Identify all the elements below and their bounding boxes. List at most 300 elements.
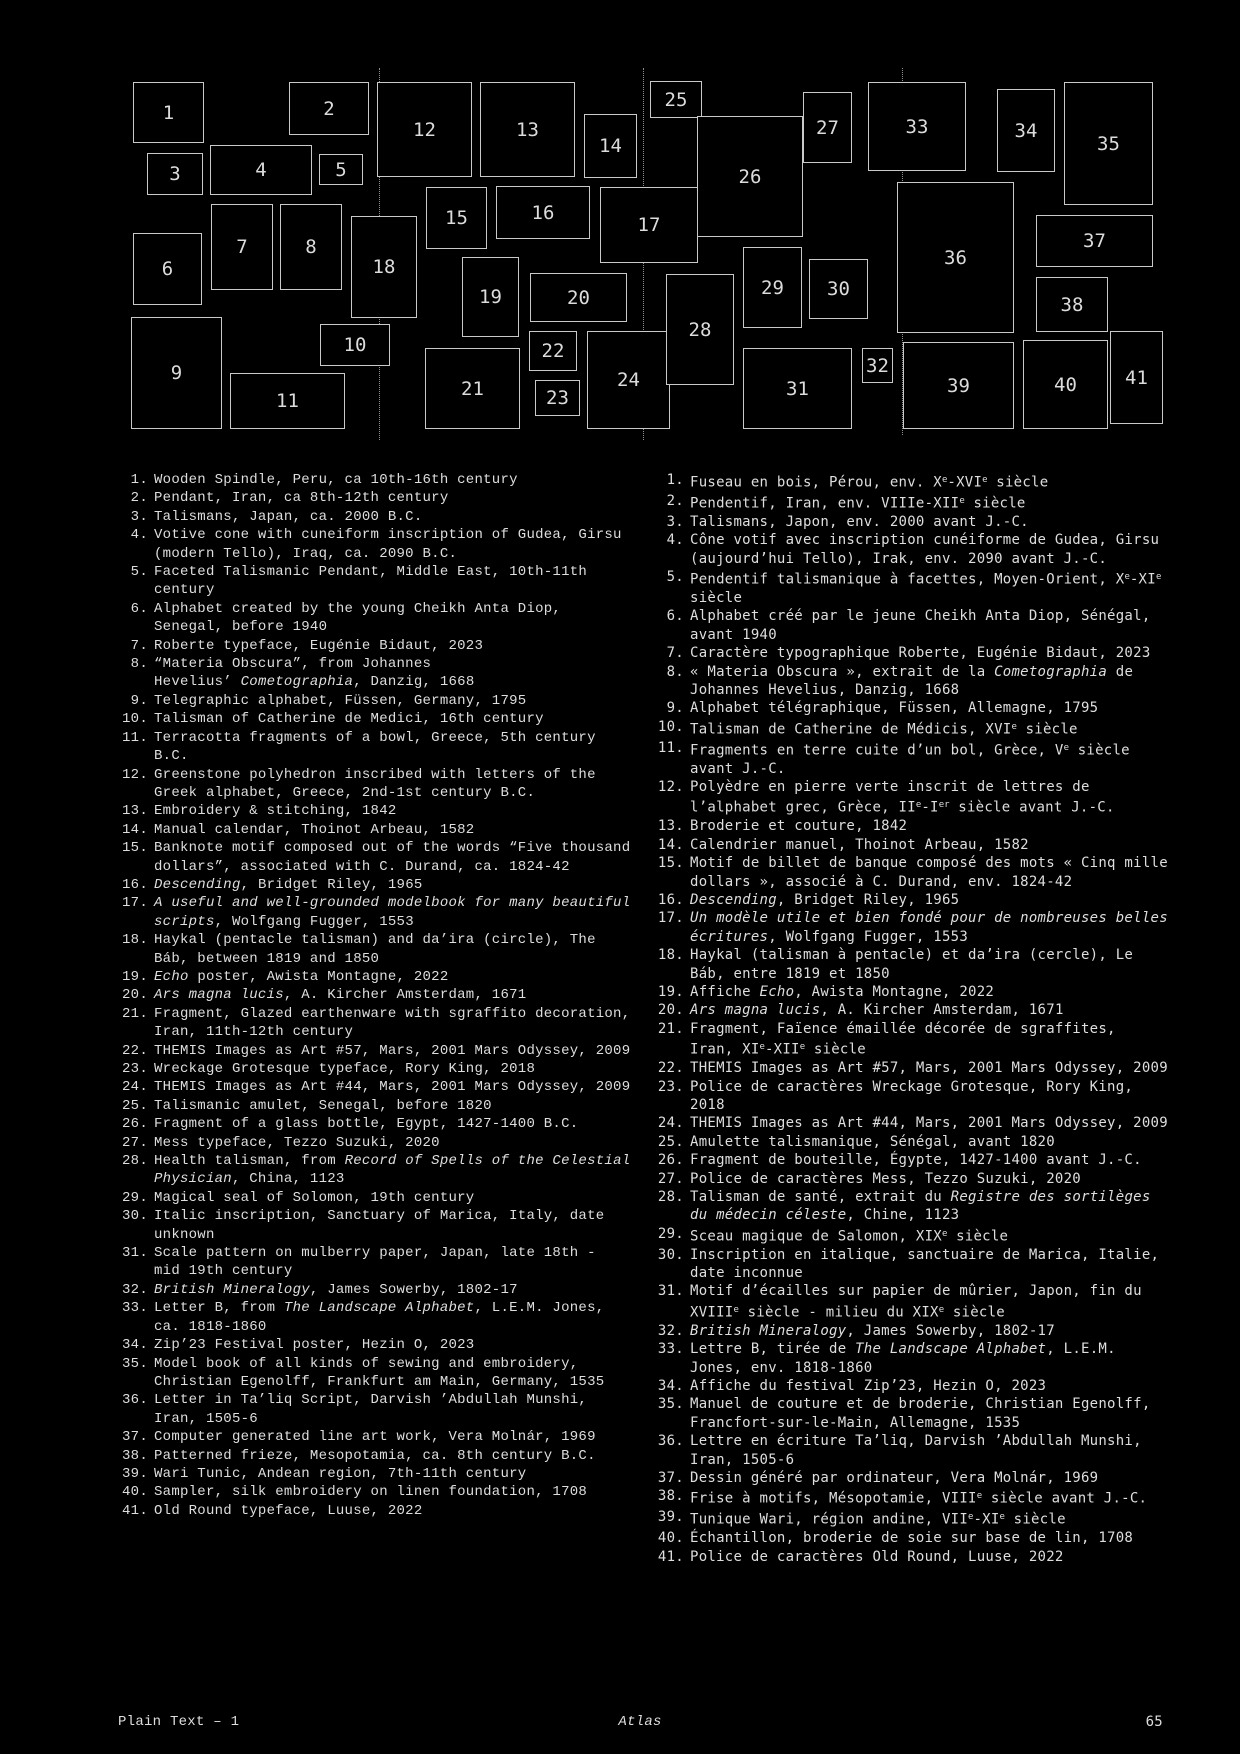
caption-text: Ars magna lucis, A. Kircher Amsterdam, 1671 [690,1002,1064,1019]
caption-number: 32. [657,1322,684,1339]
figure-number: 6 [161,258,174,280]
caption-text: Talisman de Catherine de Médicis, XVIe siècle [690,721,1078,738]
figure-box [1036,215,1153,267]
caption-text: Alphabet created by the young Cheikh Anta Diop, Senegal, before 1940 [154,600,562,636]
figure-number: 23 [546,387,569,409]
caption-number: 15. [122,840,148,857]
caption-number: 35. [122,1355,148,1372]
caption-item [652,836,1168,854]
figure-number: 12 [413,118,436,141]
caption-number: 19. [122,968,148,985]
caption-number: 38. [122,1447,148,1464]
caption-text: Échantillon, broderie de soie sur base de lin, 1708 [690,1530,1134,1547]
caption-item [652,644,1168,662]
caption-number: 1. [666,472,684,488]
caption-number: 29. [657,1225,684,1242]
figure-number: 1 [162,101,175,124]
figure-box [496,186,590,239]
caption-item [116,1097,630,1115]
caption-text: Pendentif, Iran, env. VIIIe-XIIe siècle [690,495,1026,512]
caption-item [652,492,1168,513]
caption-item [116,766,630,803]
caption-item [652,568,1168,607]
caption-text: Haykal (talisman à pentacle) et da’ira (cercle), Le Báb, entre 1819 et 1850 [690,947,1134,982]
figure-number: 18 [372,256,396,278]
figure-number: 36 [944,246,967,269]
caption-item [116,968,630,986]
figure-box [133,233,202,305]
figure-box [743,247,802,328]
figure-number: 28 [688,318,712,341]
caption-list-fr [652,471,1168,1566]
caption-number: 23. [122,1061,148,1077]
caption-number: 26. [657,1152,684,1169]
figure-box [1110,331,1163,424]
caption-text: Lettre B, tirée de The Landscape Alphabet, L.E.M. Jones, env. 1818-1860 [690,1341,1116,1376]
caption-text: Wooden Spindle, Peru, ca 10th-16th century [154,472,518,488]
caption-number: 31. [657,1283,684,1300]
caption-text: Fragment, Faïence émaillée décorée de sgraffites, Iran, XIe-XIIe siècle [690,1020,1116,1058]
figure-number: 15 [445,207,468,229]
caption-number: 25. [657,1133,684,1150]
caption-item [116,563,630,600]
caption-number: 4. [130,527,148,544]
caption-number: 26. [122,1116,148,1133]
caption-item [652,513,1168,531]
caption-text: Fragment de bouteille, Égypte, 1427-1400 avant J.-C. [690,1152,1142,1169]
figure-number: 3 [169,163,181,185]
figure-number: 38 [1060,293,1084,316]
caption-number: 29. [122,1189,148,1206]
figure-number: 13 [516,118,539,141]
figure-number: 33 [905,115,929,138]
figure-box [743,348,852,429]
caption-text: Talisman of Catherine de Medici, 16th century [154,711,544,728]
caption-text: Manual calendar, Thoinot Arbeau, 1582 [154,821,475,838]
caption-item [652,1340,1168,1377]
caption-text: Patterned frieze, Mesopotamia, ca. 8th century B.C. [154,1447,596,1464]
caption-item [652,1020,1168,1059]
caption-text: Wreckage Grotesque typeface, Rory King, 2018 [154,1061,536,1077]
caption-text: Tunique Wari, région andine, VIIe-XIe siècle [690,1511,1066,1528]
caption-item [652,1059,1168,1077]
caption-text: Pendant, Iran, ca 8th-12th century [154,490,449,507]
figure-box [426,187,487,249]
figure-box [480,82,575,177]
caption-number: 20. [657,1002,684,1019]
caption-text: Police de caractères Mess, Tezzo Suzuki, 2020 [690,1170,1081,1187]
caption-text: Zip’23 Festival poster, Hezin O, 2023 [154,1337,475,1354]
caption-number: 9. [666,700,684,717]
caption-item [116,894,630,931]
caption-text: British Mineralogy, James Sowerby, 1802-17 [690,1322,1055,1339]
caption-number: 6. [666,608,684,625]
caption-item [116,1428,630,1446]
caption-number: 35. [657,1396,684,1413]
caption-text: THEMIS Images as Art #44, Mars, 2001 Mars Odyssey, 2009 [154,1079,631,1096]
caption-text: Inscription en italique, sanctuaire de Marica, Italie, date inconnue [690,1246,1160,1282]
caption-number: 36. [657,1433,684,1450]
caption-item [116,1134,630,1152]
caption-text: Votive cone with cuneiform inscription of Gudea, Girsu (modern Tello), Iraq, ca. 2090 B.C. [154,527,622,562]
caption-text: Un modèle utile et bien fondé pour de nombreuses belles écritures, Wolfgang Fugger, 1553 [690,910,1168,945]
caption-text: Ars magna lucis, A. Kircher Amsterdam, 1671 [154,987,527,1004]
caption-item [116,1189,630,1207]
caption-text: Alphabet télégraphique, Füssen, Allemagne, 1795 [690,700,1099,717]
caption-number: 17. [657,910,684,927]
figure-number: 30 [827,278,850,300]
caption-text: « Materia Obscura », extrait de la Cometographia de Johannes Hevelius, Danzig, 1668 [690,663,1134,698]
caption-item [116,489,630,507]
caption-text: Italic inscription, Sanctuary of Marica, Italy, date unknown [154,1208,605,1243]
caption-item [652,983,1168,1001]
footer-page-number: 65 [1145,1714,1163,1730]
caption-item [652,854,1168,891]
caption-item [116,1281,630,1299]
caption-item [652,1322,1168,1340]
figure-number: 29 [761,276,784,299]
figure-box [697,116,803,237]
caption-item [116,1447,630,1465]
caption-number: 38. [657,1488,684,1505]
caption-text: Talismans, Japon, env. 2000 avant J.-C. [690,513,1029,530]
caption-item [116,986,630,1004]
footer-chapter-title: Atlas [618,1714,662,1730]
caption-text: Broderie et couture, 1842 [690,818,908,835]
figure-box [210,145,312,195]
caption-item [652,1133,1168,1151]
figure-box [587,331,670,429]
caption-number: 13. [657,818,684,835]
caption-item [652,1377,1168,1395]
caption-number: 33. [657,1341,684,1358]
caption-text: Descending, Bridget Riley, 1965 [154,876,423,893]
caption-text: Terracotta fragments of a bowl, Greece, 5th century B.C. [154,729,596,765]
caption-text: Fragment, Glazed earthenware with sgraffito decoration, Iran, 11th-12th century [154,1005,631,1041]
figure-number: 14 [599,135,622,157]
caption-text: Police de caractères Old Round, Luuse, 2022 [690,1548,1064,1565]
caption-item [116,1115,630,1133]
caption-text: Model book of all kinds of sewing and embroidery, Christian Egenolff, Frankfurt am Main, Germany, 1535 [154,1355,605,1390]
figure-number: 41 [1125,366,1148,389]
figure-number: 32 [866,354,889,377]
caption-item [116,1299,630,1336]
caption-item [116,1078,630,1096]
figure-box [529,331,577,371]
figure-box [903,342,1014,429]
figure-box [535,380,580,416]
caption-number: 33. [122,1300,148,1317]
caption-number: 2. [130,490,148,507]
caption-item [116,600,630,637]
caption-item [652,946,1168,983]
caption-item [116,526,630,563]
figure-number: 8 [305,236,317,258]
caption-text: Fuseau en bois, Pérou, env. Xe-XVIe siècle [690,474,1049,491]
figure-box [530,273,627,322]
figure-number: 40 [1054,373,1077,396]
caption-text: Cône votif avec inscription cunéiforme de Gudea, Girsu (aujourd’hui Tello), Irak, env. 2090 avant J.-C. [690,532,1160,567]
caption-text: Lettre en écriture Ta’liq, Darvish ’Abdullah Munshi, Iran, 1505-6 [690,1433,1142,1468]
caption-number: 23. [657,1078,684,1095]
caption-text: Wari Tunic, Andean region, 7th-11th century [154,1465,527,1482]
figure-number: 17 [637,214,661,236]
caption-item [116,729,630,766]
caption-item [116,508,630,526]
caption-text: THEMIS Images as Art #44, Mars, 2001 Mars Odyssey, 2009 [690,1115,1168,1132]
caption-number: 27. [122,1134,148,1151]
figure-box [1036,277,1108,332]
caption-number: 32. [122,1281,148,1298]
figure-box [862,348,893,383]
caption-number: 11. [657,739,684,756]
figure-number: 26 [738,165,762,188]
caption-text: Letter B, from The Landscape Alphabet, L.E.M. Jones, ca. 1818-1860 [154,1300,605,1335]
figure-box [230,373,345,429]
caption-number: 9. [130,692,148,709]
caption-number: 24. [122,1079,148,1096]
caption-item [652,739,1168,778]
figure-number: 24 [617,369,640,391]
caption-number: 39. [122,1465,148,1482]
caption-text: Talismans, Japan, ca. 2000 B.C. [154,508,423,525]
caption-number: 25. [122,1097,148,1114]
caption-number: 4. [666,532,684,549]
caption-text: Affiche Echo, Awista Montagne, 2022 [690,983,995,1000]
caption-number: 10. [122,711,148,728]
caption-number: 12. [122,766,148,783]
caption-text: Old Round typeface, Luuse, 2022 [154,1502,423,1519]
caption-list-en [116,471,630,1520]
figure-box [351,216,417,318]
figure-number: 22 [541,340,565,362]
caption-number: 3. [666,513,684,530]
caption-item [652,1508,1168,1529]
caption-item [116,821,630,839]
caption-number: 30. [657,1246,684,1263]
figure-box [650,81,702,118]
caption-item [116,1244,630,1281]
caption-number: 41. [122,1502,148,1519]
caption-item [116,710,630,728]
caption-item [116,1465,630,1483]
caption-item [652,1282,1168,1321]
caption-text: Caractère typographique Roberte, Eugénie Bidaut, 2023 [690,645,1151,662]
caption-text: A useful and well-grounded modelbook for many beautiful scripts, Wolfgang Fugger, 1553 [154,895,631,930]
caption-item [116,1355,630,1392]
caption-item [652,1078,1168,1115]
caption-item [652,909,1168,946]
caption-text: Sampler, silk embroidery on linen foundation, 1708 [154,1484,588,1501]
caption-item [116,802,630,820]
caption-number: 5. [666,569,684,586]
caption-text: Motif de billet de banque composé des mots « Cinq mille dollars », associé à C. Durand, env. 1824-42 [690,855,1168,890]
caption-number: 40. [122,1484,148,1501]
caption-number: 14. [122,821,148,838]
caption-number: 28. [657,1188,684,1205]
caption-number: 7. [666,645,684,662]
caption-number: 27. [657,1170,684,1187]
figure-number: 10 [343,334,367,356]
figure-box [809,259,868,319]
caption-number: 37. [122,1429,148,1446]
caption-item [652,817,1168,835]
caption-text: Magical seal of Solomon, 19th century [154,1189,475,1206]
figure-box [280,204,342,290]
figure-number: 35 [1097,132,1120,155]
caption-number: 36. [122,1392,148,1409]
caption-item [652,1487,1168,1508]
caption-item [652,663,1168,700]
figure-box [319,154,363,185]
caption-text: THEMIS Images as Art #57, Mars, 2001 Mars Odyssey, 2009 [154,1042,631,1059]
caption-number: 41. [657,1548,684,1565]
figure-box [1064,82,1153,205]
caption-number: 34. [657,1378,684,1394]
figure-box [147,153,203,195]
figure-number: 21 [461,377,484,400]
caption-text: Dessin généré par ordinateur, Vera Molnár, 1969 [690,1470,1099,1487]
caption-number: 22. [122,1042,148,1059]
caption-text: Fragment of a glass bottle, Egypt, 1427-1400 B.C. [154,1116,579,1133]
figure-box [211,204,273,290]
figure-number: 2 [323,97,335,120]
caption-number: 24. [657,1115,684,1132]
caption-item [652,1001,1168,1019]
caption-number: 37. [657,1470,684,1487]
caption-item [116,1502,630,1520]
caption-item [116,1391,630,1428]
figure-box [131,317,222,429]
caption-number: 17. [122,895,148,912]
caption-text: Descending, Bridget Riley, 1965 [690,891,960,908]
caption-text: Roberte typeface, Eugénie Bidaut, 2023 [154,637,484,654]
caption-number: 20. [122,987,148,1004]
caption-item [116,1042,630,1060]
figure-box [584,114,637,178]
caption-item [652,891,1168,909]
figure-number: 19 [479,286,502,308]
caption-text: Manuel de couture et de broderie, Christian Egenolff, Francfort-sur-le-Main, Allemagne, 1535 [690,1396,1151,1431]
figure-box [868,82,966,171]
caption-number: 8. [130,656,148,673]
caption-text: Pendentif talismanique à facettes, Moyen-Orient, Xe-XIe siècle [690,571,1162,606]
caption-item [652,1469,1168,1487]
figure-number: 4 [255,159,267,181]
caption-item [652,1548,1168,1566]
caption-item [652,1225,1168,1246]
figure-box [600,187,698,263]
caption-item [116,1060,630,1078]
caption-item [116,1483,630,1501]
caption-item [652,1529,1168,1547]
figure-box [997,89,1055,172]
caption-item [116,931,630,968]
caption-item [652,1170,1168,1188]
caption-text: Talisman de santé, extrait du Registre des sortilèges du médecin céleste, Chine, 1123 [690,1188,1151,1224]
caption-number: 12. [657,779,684,795]
caption-number: 14. [657,836,684,853]
figure-number: 37 [1083,230,1106,252]
figure-number: 16 [531,201,555,224]
caption-number: 2. [666,492,684,509]
caption-item [652,471,1168,492]
caption-text: Scale pattern on mulberry paper, Japan, late 18th - mid 19th century [154,1245,596,1280]
caption-number: 40. [657,1530,684,1547]
figure-number: 7 [236,236,248,258]
caption-item [116,1005,630,1042]
caption-number: 34. [122,1337,148,1354]
caption-number: 18. [122,932,148,949]
caption-number: 16. [122,876,148,893]
caption-item [116,637,630,655]
caption-number: 31. [122,1245,148,1262]
caption-number: 18. [657,947,684,964]
caption-number: 8. [666,663,684,680]
caption-item [116,1336,630,1354]
caption-number: 13. [122,803,148,820]
caption-item [652,1188,1168,1225]
figure-box [133,82,204,143]
caption-text: Amulette talismanique, Sénégal, avant 1820 [690,1133,1055,1150]
caption-text: Computer generated line art work, Vera Molnár, 1969 [154,1429,596,1446]
caption-item [652,1114,1168,1132]
figure-number: 27 [816,116,839,139]
figure-number: 9 [170,362,183,384]
footer-section-title: Plain Text – 1 [118,1714,240,1730]
caption-number: 19. [657,983,684,1000]
figure-number: 39 [947,374,970,397]
caption-number: 30. [122,1208,148,1225]
caption-text: Letter in Ta’liq Script, Darvish ’Abdullah Munshi, Iran, 1505-6 [154,1392,588,1427]
caption-item [116,1152,630,1189]
caption-text: Affiche du festival Zip’23, Hezin O, 2023 [690,1378,1047,1394]
caption-item [652,531,1168,568]
figure-box [377,82,472,177]
figure-box [320,324,390,366]
caption-number: 11. [122,729,148,746]
figure-number: 31 [786,377,809,400]
caption-number: 21. [122,1005,148,1022]
caption-item [116,655,630,692]
caption-number: 10. [657,718,684,735]
caption-text: Haykal (pentacle talisman) and da’ira (circle), The Báb, between 1819 and 1850 [154,932,596,967]
caption-text: Mess typeface, Tezzo Suzuki, 2020 [154,1134,440,1151]
caption-item [116,692,630,710]
caption-text: “Materia Obscura”, from Johannes Hevelius’ Cometographia, Danzig, 1668 [154,656,475,691]
figure-box [897,182,1014,333]
caption-item [652,1395,1168,1432]
caption-text: Talismanic amulet, Senegal, before 1820 [154,1097,492,1114]
figure-number: 34 [1014,119,1038,142]
caption-text: British Mineralogy, James Sowerby, 1802-17 [154,1281,518,1298]
caption-number: 15. [657,855,684,872]
caption-number: 3. [130,508,148,525]
caption-text: Echo poster, Awista Montagne, 2022 [154,968,449,985]
caption-number: 6. [130,600,148,617]
caption-number: 21. [657,1020,684,1037]
figure-box [462,257,519,337]
caption-number: 22. [657,1060,684,1077]
caption-item [116,471,630,489]
caption-text: Embroidery & stitching, 1842 [154,803,397,820]
caption-number: 16. [657,891,684,908]
caption-text: Faceted Talismanic Pendant, Middle East, 10th-11th century [154,564,588,599]
figure-number: 20 [567,286,590,309]
figure-box [1023,340,1108,429]
caption-item [652,1246,1168,1283]
figure-box [425,348,520,429]
